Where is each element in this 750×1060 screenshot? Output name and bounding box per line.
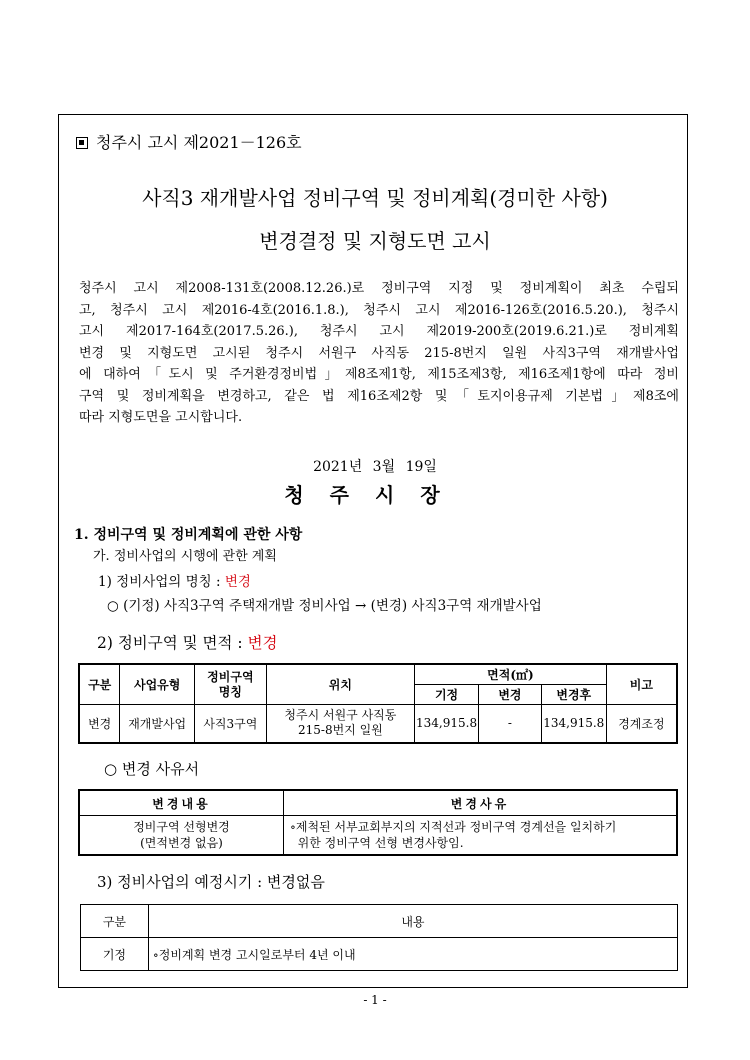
header-content: 변경내용	[79, 790, 283, 816]
notice-body	[79, 278, 679, 429]
cell-location: 청주시 서원구 사직동 215-8번지 일원	[266, 705, 414, 743]
notice-number-text: 청주시 고시 제2021－126호	[96, 133, 302, 152]
item-2-status: 변경	[247, 634, 278, 652]
header-note: 비고	[606, 664, 677, 705]
cell-before: 134,915.8	[415, 705, 479, 743]
header-type: 구분	[81, 905, 149, 938]
cell-project-type: 재개발사업	[120, 705, 195, 743]
cell-zone-name: 사직3구역	[195, 705, 267, 743]
header-content: 내용	[148, 905, 677, 938]
body-line: 따라 지형도면을 고시합니다.	[79, 410, 243, 425]
header-zone-name: 정비구역 명칭	[195, 664, 267, 705]
body-line: 고시 제2017-164호(2017.5.26.), 청주시 고시 제2019-200호(2019.6.21.)로 정비계획	[79, 324, 679, 339]
title-line-2: 변경결정 및 지형도면 고시	[259, 229, 491, 253]
body-line: 변경 및 지형도면 고시된 청주시 서원구 사직동 215-8번지 일원 사직3구역 재개발사업	[79, 345, 679, 361]
header-location: 위치	[266, 664, 414, 705]
page-number: - 1 -	[363, 993, 387, 1007]
header-reason: 변경사유	[283, 790, 677, 816]
item-1-label: 1) 정비사업의 명칭 :	[98, 574, 225, 590]
section-1-heading: 1. 정비구역 및 정비계획에 관한 사항	[74, 527, 303, 543]
item-3: 3) 정비사업의 예정시기 : 변경없음	[97, 873, 325, 891]
issuer: 청주시장	[284, 483, 466, 507]
header-change: 변경	[479, 685, 542, 705]
header-area: 면적(㎡)	[415, 664, 607, 685]
reason-table	[78, 789, 678, 856]
item-2-label: 2) 정비구역 및 면적 :	[97, 634, 248, 652]
schedule-table	[80, 904, 678, 971]
subsection-ga: 가. 정비사업의 시행에 관한 계획	[93, 549, 277, 564]
square-bullet-icon	[76, 137, 88, 149]
header-before: 기정	[415, 685, 479, 705]
cell-change: -	[479, 705, 542, 743]
body-line: 구역 및 정비계획을 변경하고, 같은 법 제16조제2항 및「토지이용규제 기본법」제8조에	[79, 388, 679, 404]
cell-content: 정비구역 선형변경 (면적변경 없음)	[79, 816, 283, 856]
table-row	[79, 816, 677, 856]
reason-heading: ○ 변경 사유서	[104, 760, 200, 778]
table-row	[81, 938, 678, 971]
item-1	[98, 570, 251, 590]
body-line: 고, 청주시 고시 제2016-4호(2016.1.8.), 청주시 고시 제2016-126호(2016.5.20.), 청주시	[79, 302, 679, 318]
name-change-bullet: ○ (기정) 사직3구역 주택재개발 정비사업 → (변경) 사직3구역 재개발사업	[107, 598, 542, 614]
cell-type: 기정	[81, 938, 149, 971]
item-2	[97, 631, 278, 653]
cell-content: ∘정비계획 변경 고시일로부터 4년 이내	[148, 938, 677, 971]
item-1-status: 변경	[224, 574, 251, 590]
cell-reason: ∘제척된 서부교회부지의 지적선과 정비구역 경계선을 일치하기 위한 정비구역 선형 변경사항임.	[283, 816, 677, 856]
cell-type: 변경	[79, 705, 120, 743]
body-line: 에 대하여「도시 및 주거환경정비법」제8조제1항, 제15조제3항, 제16조제1항에 따라 정비	[79, 367, 679, 382]
body-line: 청주시 고시 제2008-131호(2008.12.26.)로 정비구역 지정 및 정비계획이 최초 수립되	[79, 281, 679, 296]
cell-note: 경계조정	[606, 705, 677, 743]
header-after: 변경후	[541, 685, 606, 705]
header-project-type: 사업유형	[120, 664, 195, 705]
notice-number	[76, 130, 302, 153]
table-row	[79, 705, 677, 743]
header-type: 구분	[79, 664, 120, 705]
notice-date: 2021년 3월 19일	[313, 459, 437, 475]
cell-after: 134,915.8	[541, 705, 606, 743]
title-line-1: 사직3 재개발사업 정비구역 및 정비계획(경미한 사항)	[142, 186, 608, 210]
area-table	[78, 663, 678, 744]
